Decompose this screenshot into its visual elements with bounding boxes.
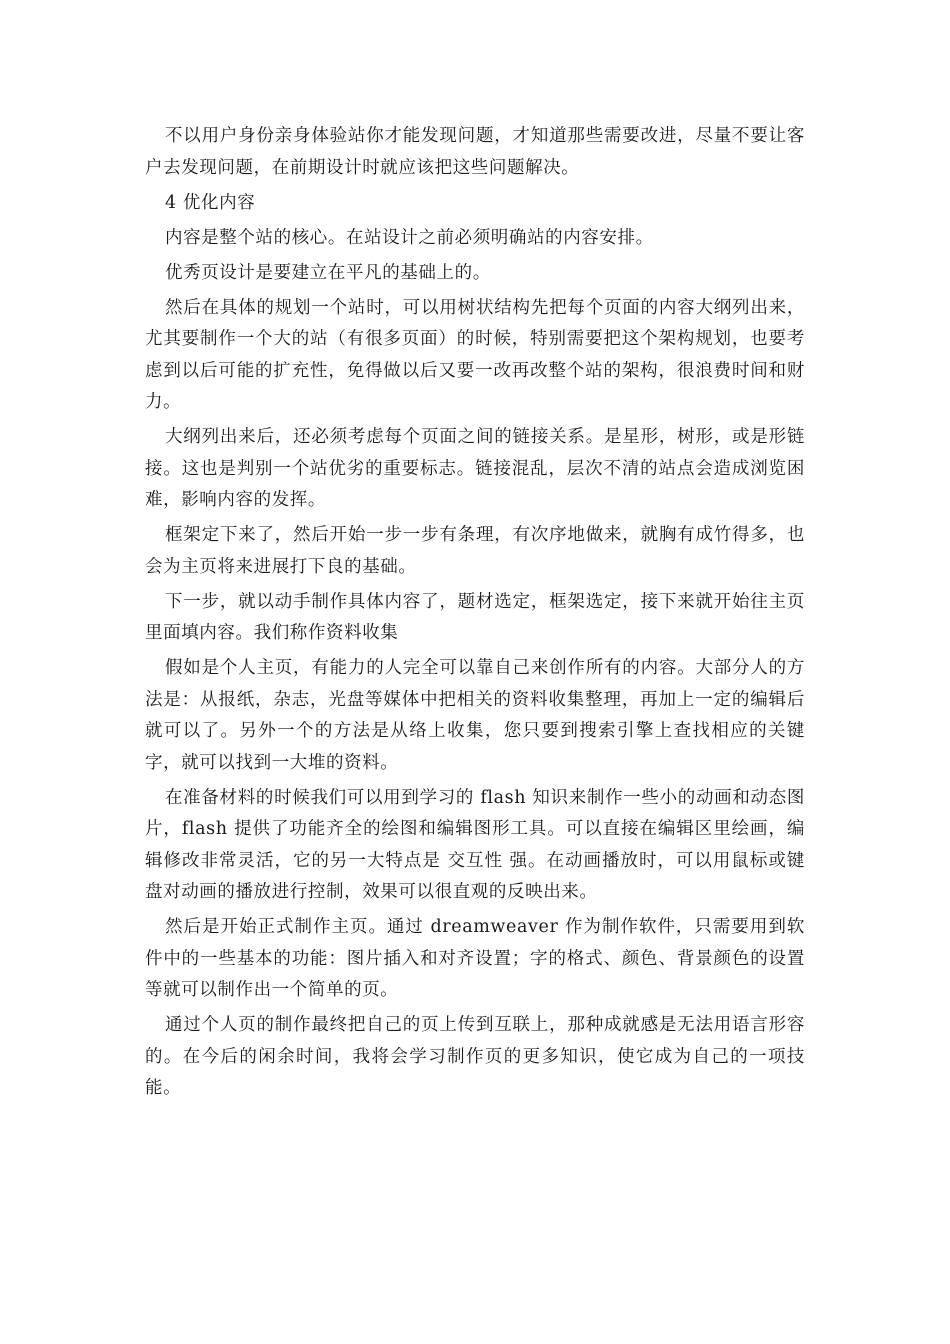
- paragraph-site-planning: 然后在具体的规划一个站时，可以用树状结构先把每个页面的内容大纲列出来，尤其要制作一个大的站（有很多页面）的时候，特别需要把这个架构规划，也要考虑到以后可能的扩充性，免得做以后又要一改再改整个站的架构，很浪费时间和财力。: [145, 297, 805, 412]
- paragraph-excellent-design: 优秀页设计是要建立在平凡的基础上的。: [165, 262, 491, 283]
- paragraph-intro: 不以用户身份亲身体验站你才能发现问题，才知道那些需要改进，尽量不要让客户去发现问题，在前期设计时就应该把这些问题解决。: [145, 126, 805, 178]
- paragraph-link-relations: 大纲列出来后，还必须考虑每个页面之间的链接关系。是星形，树形，或是形链接。这也是判别一个站优劣的重要标志。链接混乱，层次不清的站点会造成浏览困难，影响内容的发挥。: [145, 427, 805, 510]
- paragraph-content-core: 内容是整个站的核心。在站设计之前必须明确站的内容安排。: [165, 227, 654, 248]
- paragraph-personal-homepage: 假如是个人主页，有能力的人完全可以靠自己来创作所有的内容。大部分人的方法是：从报纸，杂志，光盘等媒体中把相关的资料收集整理，再加上一定的编辑后就可以了。另外一个的方法是从络上收集，您只要到搜索引擎上查找相应的关键字，就可以找到一大堆的资料。: [145, 658, 805, 773]
- document-body: [145, 121, 805, 1108]
- paragraph-flash: 在准备材料的时候我们可以用到学习的 flash 知识来制作一些小的动画和动态图片，flash 提供了功能齐全的绘图和编辑图形工具。可以直接在编辑区里绘画，编辑修改非常灵活，它的另一大特点是 交互性 强。在动画播放时，可以用鼠标或键盘对动画的播放进行控制，效果可以很直观的反映出来。: [145, 787, 805, 902]
- paragraph-framework: 框架定下来了，然后开始一步一步有条理，有次序地做来，就胸有成竹得多，也会为主页将来进展打下良的基础。: [145, 525, 805, 577]
- paragraph-conclusion: 通过个人页的制作最终把自己的页上传到互联上，那种成就感是无法用语言形容的。在今后的闲余时间，我将会学习制作页的更多知识，使它成为自己的一项技能。: [145, 1015, 805, 1098]
- section-heading-optimize-content: 4 优化内容: [165, 192, 256, 213]
- paragraph-next-step: 下一步，就以动手制作具体内容了，题材选定，框架选定，接下来就开始往主页里面填内容。我们称作资料收集: [145, 591, 805, 643]
- paragraph-dreamweaver: 然后是开始正式制作主页。通过 dreamweaver 作为制作软件，只需要用到软件中的一些基本的功能：图片插入和对齐设置；字的格式、颜色、背景颜色的设置等就可以制作出一个简单的页。: [145, 917, 805, 1000]
